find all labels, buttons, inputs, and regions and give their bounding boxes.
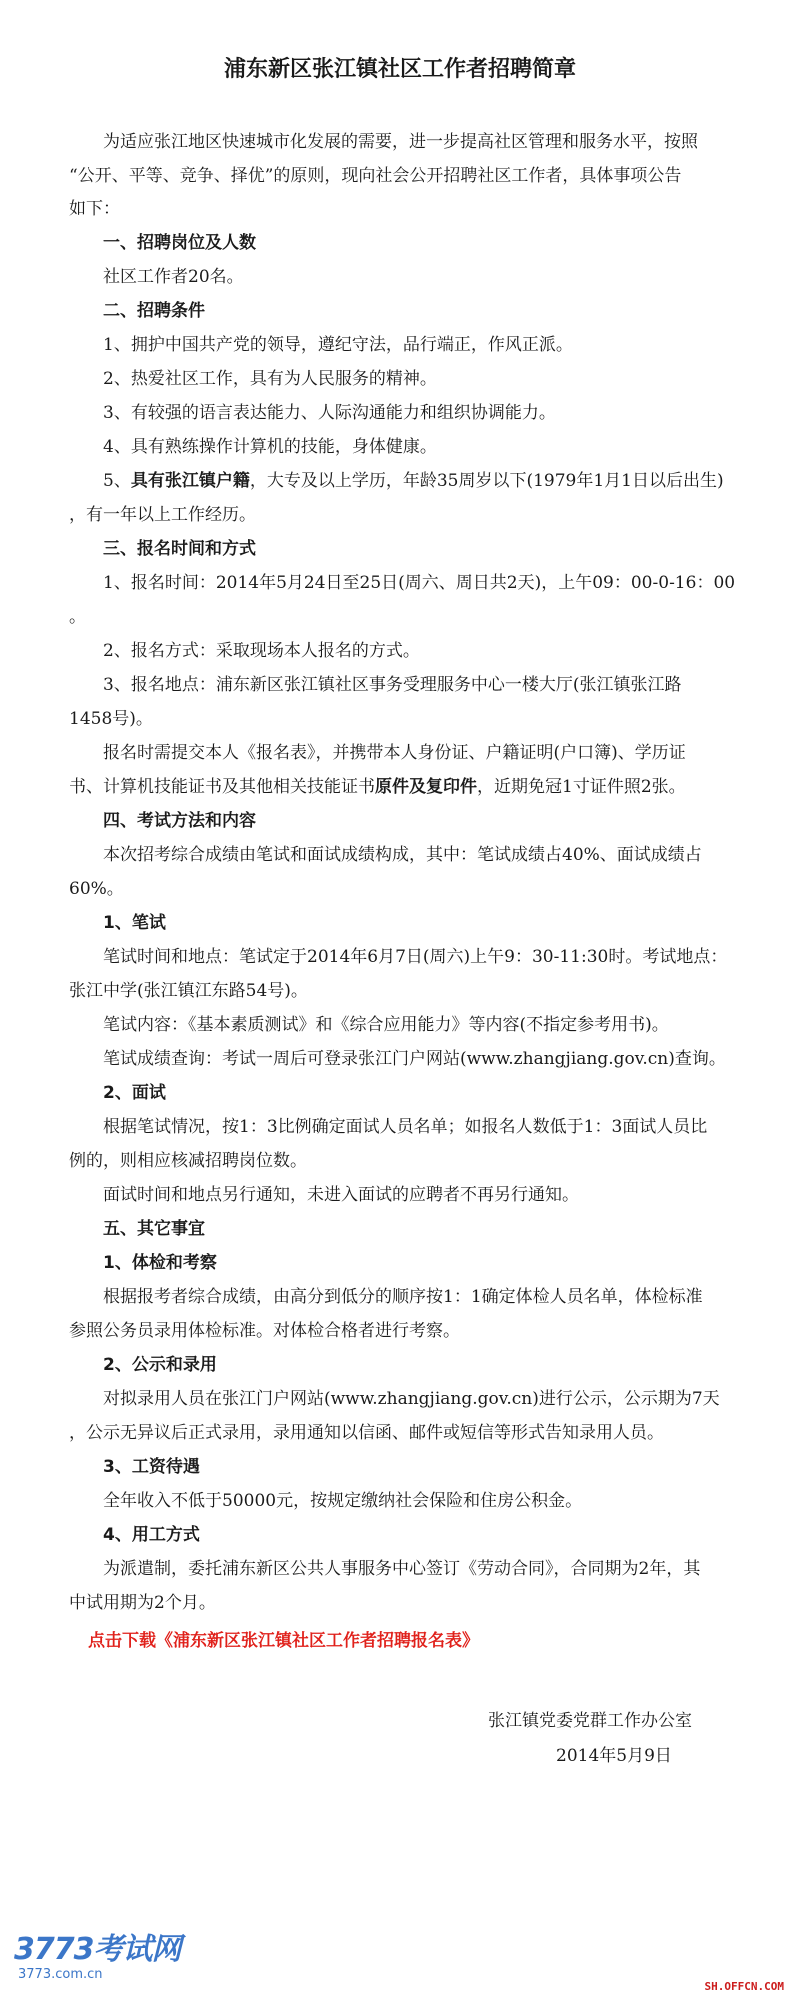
subheading-medical: 1、体检和考察 — [103, 1253, 217, 1273]
written-content: 笔试内容：《基本素质测试》和《综合应用能力》等内容(不指定参考用书)。 — [103, 1015, 669, 1035]
section-heading-conditions: 二、招聘条件 — [103, 301, 205, 321]
watermark-url: 3773.com.cn — [18, 1967, 103, 1982]
condition-5 — [103, 466, 724, 491]
interview-notice: 面试时间和地点另行通知，未进入面试的应聘者不再另行通知。 — [103, 1185, 579, 1205]
exam-score-text: 本次招考综合成绩由笔试和面试成绩构成，其中：笔试成绩占40%、面试成绩占 — [103, 845, 702, 865]
req-text-a: 书、计算机技能证书及其他相关技能证书 — [69, 777, 375, 797]
registration-time: 1、报名时间：2014年5月24日至25日(周六、周日共2天)，上午09：00-0-16：00 — [103, 573, 736, 593]
condition-5-prefix: 5、 — [103, 471, 131, 491]
employment-text-line-2: 中试用期为2个月。 — [69, 1593, 216, 1613]
registration-place: 3、报名地点：浦东新区张江镇社区事务受理服务中心一楼大厅(张江镇张江路 — [103, 675, 682, 695]
written-time-place: 笔试时间和地点：笔试定于2014年6月7日(周六)上午9：30-11:30时。考试地点： — [103, 947, 728, 967]
employment-text: 为派遣制，委托浦东新区公共人事服务中心签订《劳动合同》，合同期为2年，其 — [103, 1559, 701, 1579]
registration-method: 2、报名方式：采取现场本人报名的方式。 — [103, 641, 420, 661]
download-form-link[interactable]: 点击下载《浦东新区张江镇社区工作者招聘报名表》 — [88, 1631, 479, 1651]
condition-5-rest: ，大专及以上学历，年龄35周岁以下(1979年1月1日以后出生) — [249, 471, 724, 491]
section-heading-other: 五、其它事宜 — [103, 1219, 205, 1239]
subheading-publicity: 2、公示和录用 — [103, 1355, 217, 1375]
interview-ratio-line-2: 例的，则相应核减招聘岗位数。 — [69, 1151, 307, 1171]
written-time-place-line-2: 张江中学(张江镇江东路54号)。 — [69, 981, 308, 1001]
req-text-b: ，近期免冠1寸证件照2张。 — [477, 777, 686, 797]
salary-text: 全年收入不低于50000元，按规定缴纳社会保险和住房公积金。 — [103, 1491, 583, 1511]
section-heading-positions: 一、招聘岗位及人数 — [103, 233, 256, 253]
subheading-salary: 3、工资待遇 — [103, 1457, 200, 1477]
watermark-logo: 3773考试网 — [14, 1932, 181, 1967]
exam-score-text-line-2: 60%。 — [69, 879, 124, 899]
subheading-interview: 2、面试 — [103, 1083, 166, 1103]
subheading-written: 1、笔试 — [103, 913, 166, 933]
registration-requirements-line-2 — [69, 772, 686, 797]
req-bold: 原件及复印件 — [375, 777, 477, 797]
positions-text: 社区工作者20名。 — [103, 267, 244, 287]
medical-text-line-2: 参照公务员录用体检标准。对体检合格者进行考察。 — [69, 1321, 460, 1341]
medical-text: 根据报考者综合成绩，由高分到低分的顺序按1：1确定体检人员名单，体检标准 — [103, 1287, 703, 1307]
registration-place-line-2: 1458号)。 — [69, 709, 153, 729]
written-score-query: 笔试成绩查询：考试一周后可登录张江门户网站(www.zhangjiang.gov.cn)查询。 — [103, 1049, 726, 1069]
condition-4: 4、具有熟练操作计算机的技能，身体健康。 — [103, 437, 437, 457]
signature-org: 张江镇党委党群工作办公室 — [488, 1711, 692, 1731]
watermark-offcn: SH.OFFCN.COM — [704, 1980, 784, 1993]
condition-5-bold: 具有张江镇户籍 — [130, 471, 250, 491]
intro-line-2: “公开、平等、竞争、择优”的原则，现向社会公开招聘社区工作者，具体事项公告 — [69, 166, 682, 186]
intro-line-1: 为适应张江地区快速城市化发展的需要，进一步提高社区管理和服务水平，按照 — [103, 132, 698, 152]
condition-2: 2、热爱社区工作，具有为人民服务的精神。 — [103, 369, 437, 389]
page-title: 浦东新区张江镇社区工作者招聘简章 — [223, 57, 576, 82]
registration-time-line-2: 。 — [69, 607, 86, 627]
condition-3: 3、有较强的语言表达能力、人际沟通能力和组织协调能力。 — [103, 403, 556, 423]
publicity-text: 对拟录用人员在张江门户网站(www.zhangjiang.gov.cn)进行公示，公示期为7天 — [103, 1389, 720, 1409]
section-heading-registration: 三、报名时间和方式 — [103, 539, 256, 559]
registration-requirements: 报名时需提交本人《报名表》，并携带本人身份证、户籍证明(户口簿)、学历证 — [103, 743, 686, 763]
publicity-text-line-2: ，公示无异议后正式录用，录用通知以信函、邮件或短信等形式告知录用人员。 — [69, 1423, 664, 1443]
intro-line-3: 如下： — [69, 199, 120, 219]
watermark-3773 — [14, 1932, 181, 1982]
condition-1: 1、拥护中国共产党的领导，遵纪守法，品行端正，作风正派。 — [103, 335, 573, 355]
signature-date: 2014年5月9日 — [556, 1746, 672, 1766]
subheading-employment: 4、用工方式 — [103, 1525, 200, 1545]
condition-5-line-2: ，有一年以上工作经历。 — [69, 505, 256, 525]
interview-ratio: 根据笔试情况，按1：3比例确定面试人员名单；如报名人数低于1：3面试人员比 — [103, 1117, 708, 1137]
section-heading-exam: 四、考试方法和内容 — [103, 811, 256, 831]
